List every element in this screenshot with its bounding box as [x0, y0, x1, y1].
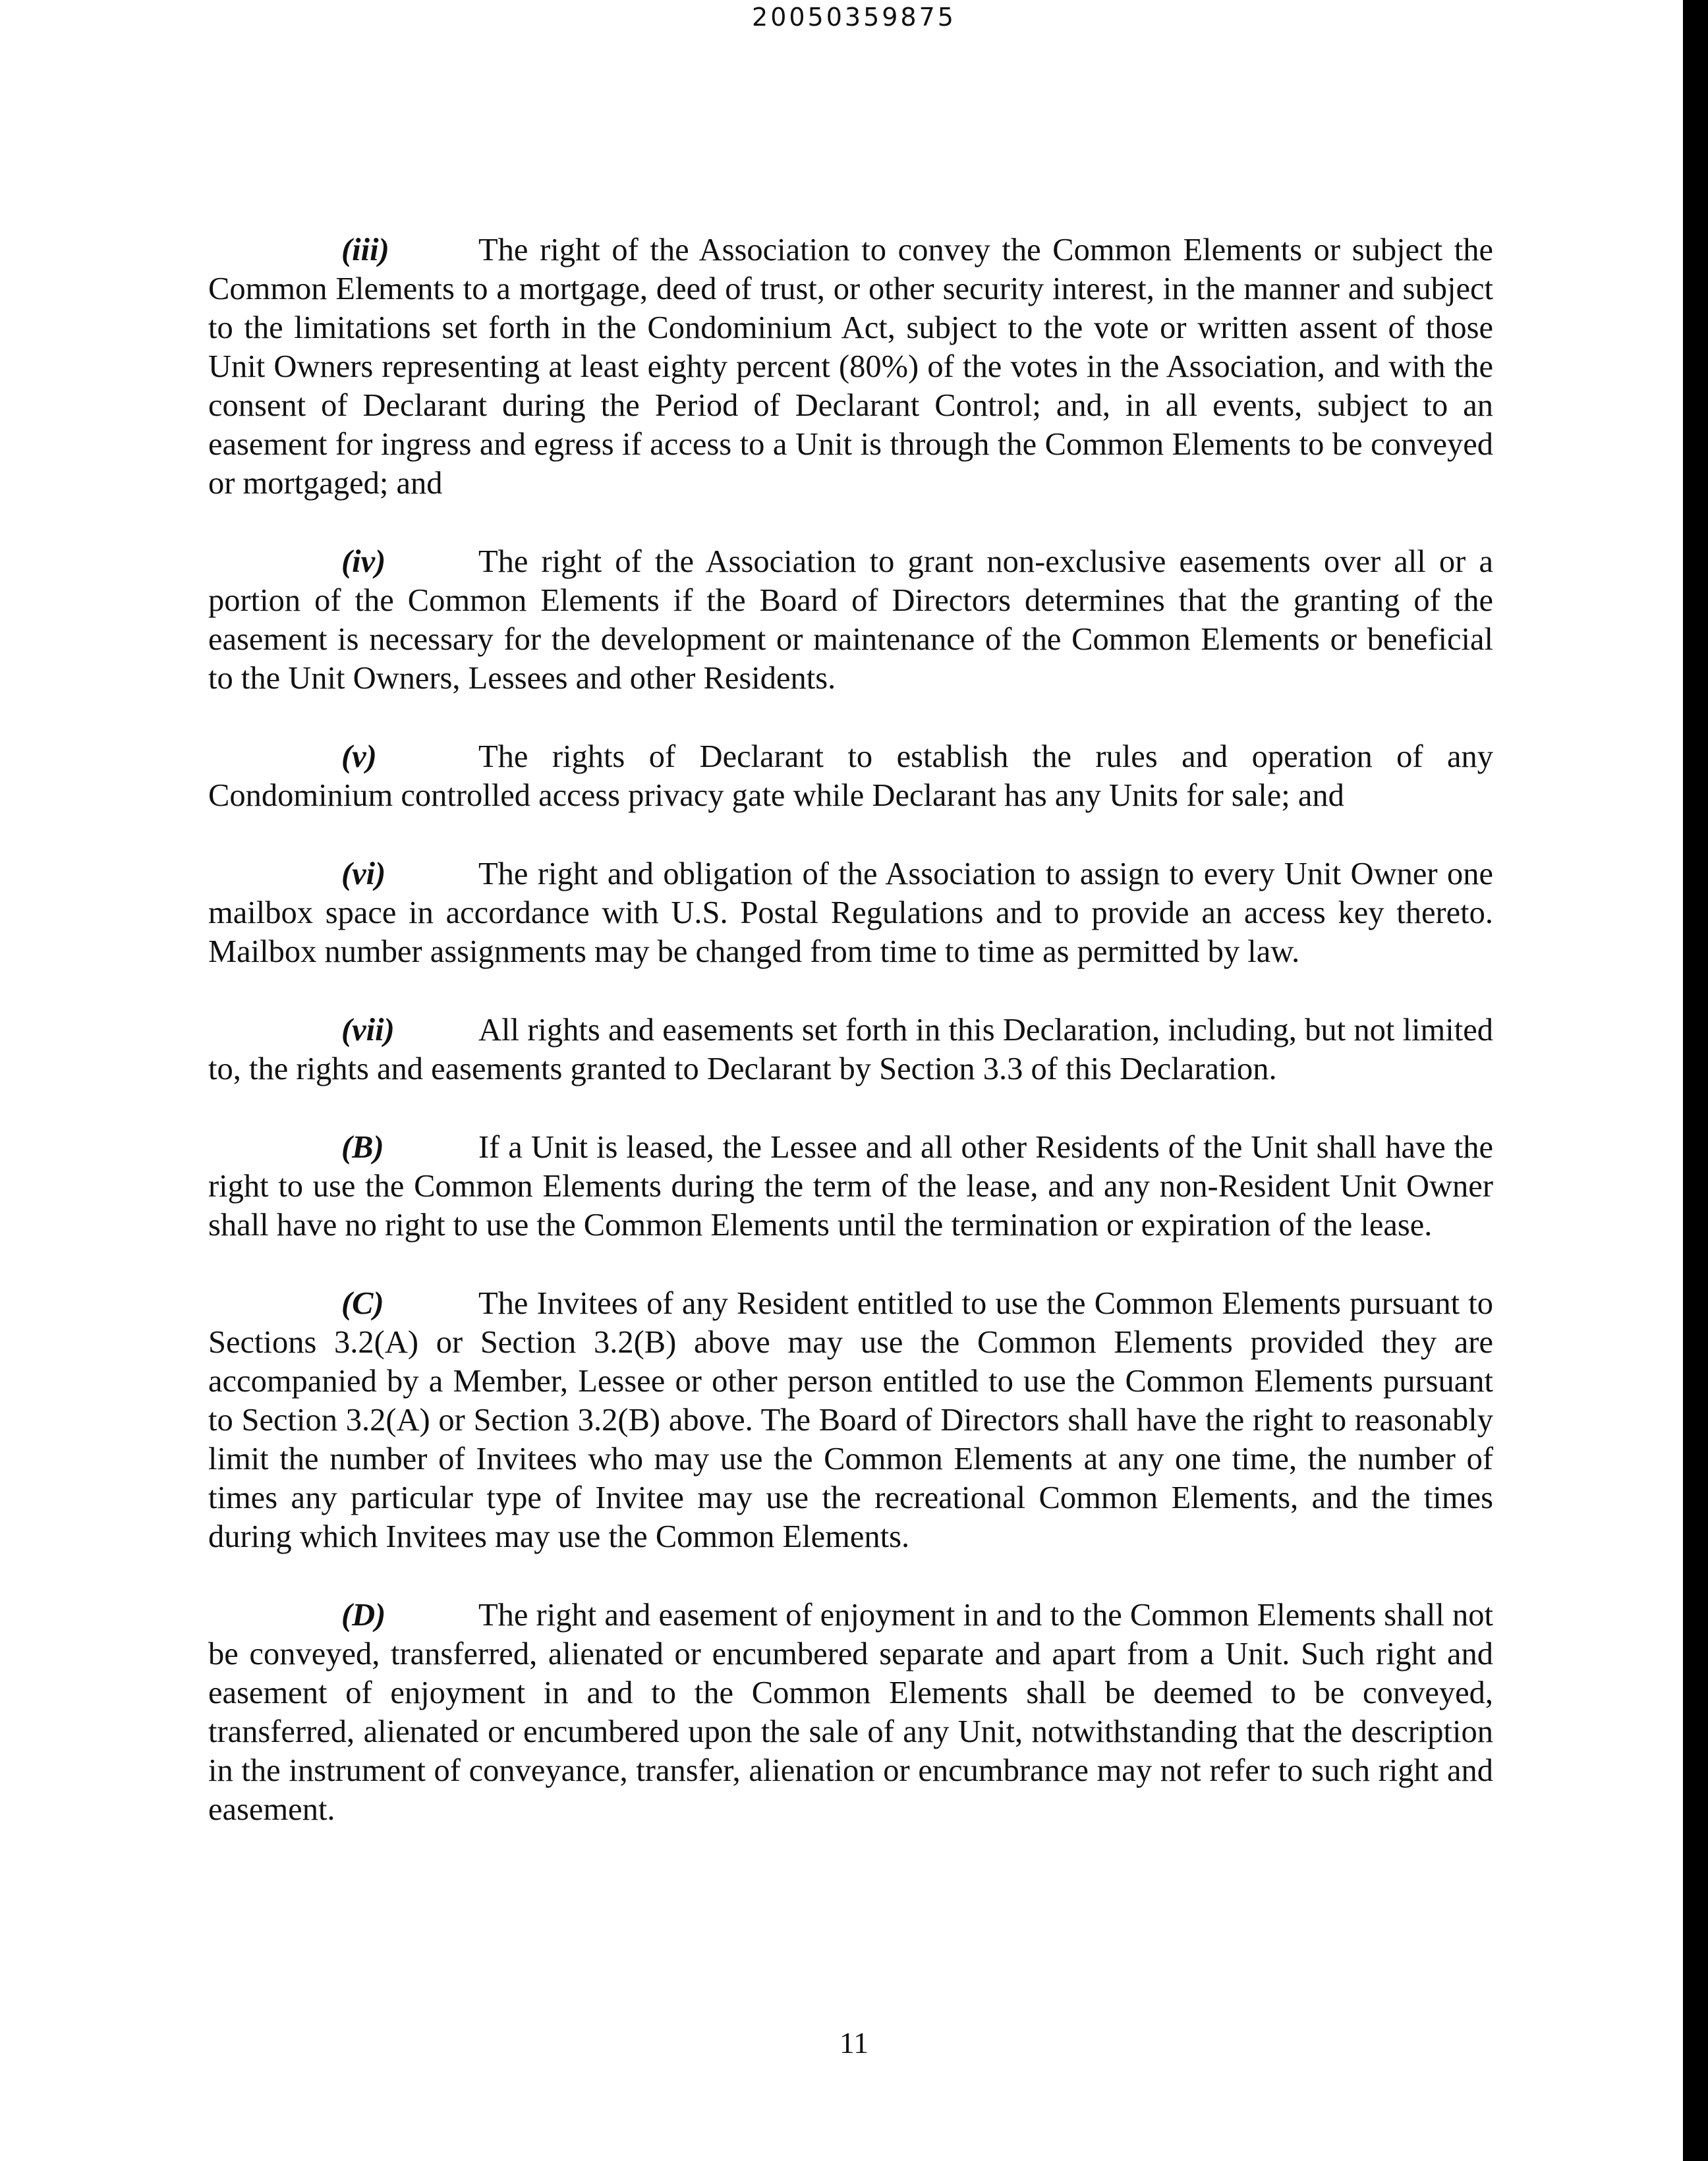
document-id: 20050359875 — [752, 3, 956, 32]
paragraph-marker: (v) — [341, 739, 377, 774]
paragraph-iii — [208, 231, 1493, 503]
paragraph-text: The right of the Association to grant non-exclusive easements over all or a portion of the Common Elements if the Board of Directors determines that the granting of the easement is necessary for the development or maintenance of the Common Elements or beneficial to the Unit Owners, Lessees and other Residents. — [208, 544, 1493, 696]
paragraph-marker: (vii) — [341, 1013, 395, 1048]
paragraph-text: The right of the Association to convey the Common Elements or subject the Common Elements to a mortgage, deed of trust, or other security interest, in the manner and subject to the limitations set forth in the Condominium Act, subject to the vote or written assent of those Unit Owners representing at least eighty percent (80%) of the votes in the Association, and with the consent of Declarant during the Period of Declarant Control; and, in all events, subject to an easement for ingress and egress if access to a Unit is through the Common Elements to be conveyed or mortgaged; and — [208, 233, 1493, 501]
paragraph-marker: (B) — [341, 1130, 384, 1165]
paragraph-text: All rights and easements set forth in this Declaration, including, but not limited to, the rights and easements granted to Declarant by Section 3.3 of this Declaration. — [208, 1013, 1493, 1086]
paragraph-text: The Invitees of any Resident entitled to use the Common Elements pursuant to Sections 3.2(A) or Section 3.2(B) above may use the Common Elements provided they are accompanied by a Member, Lessee or other person entitled to use the Common Elements pursuant to Section 3.2(A) or Section 3.2(B) above. The Board of Directors shall have the right to reasonably limit the number of Invitees who may use the Common Elements at any one time, the number of times any particular type of Invitee may use the recreational Common Elements, and the times during which Invitees may use the Common Elements. — [208, 1286, 1493, 1554]
paragraph-vii — [208, 1011, 1493, 1088]
paragraph-marker: (iii) — [341, 233, 389, 267]
scan-edge — [1683, 0, 1708, 2161]
page-number: 11 — [839, 2026, 869, 2060]
paragraph-marker: (D) — [341, 1598, 386, 1633]
paragraph-d — [208, 1596, 1493, 1829]
paragraph-iv — [208, 542, 1493, 698]
paragraph-text: The right and easement of enjoyment in and to the Common Elements shall not be conveyed, transferred, alienated or encumbered separate and apart from a Unit. Such right and easement of enjoyment in and to the Common Elements shall be deemed to be conveyed, transferred, alienated or encumbered upon the sale of any Unit, notwithstanding that the description in the instrument of conveyance, transfer, alienation or encumbrance may not refer to such right and easement. — [208, 1598, 1493, 1827]
paragraph-marker: (C) — [341, 1286, 384, 1321]
paragraph-marker: (vi) — [341, 856, 386, 891]
paragraph-c — [208, 1284, 1493, 1556]
page-body — [208, 231, 1493, 1868]
paragraph-v — [208, 737, 1493, 815]
paragraph-marker: (iv) — [341, 544, 386, 579]
paragraph-b — [208, 1128, 1493, 1245]
paragraph-text: The rights of Declarant to establish the rules and operation of any Condominium controlled access privacy gate while Declarant has any Units for sale; and — [208, 739, 1493, 813]
paragraph-vi — [208, 855, 1493, 971]
paragraph-text: The right and obligation of the Association to assign to every Unit Owner one mailbox space in accordance with U.S. Postal Regulations and to provide an access key thereto. Mailbox number assignments may be changed from time to time as permitted by law. — [208, 856, 1493, 969]
paragraph-text: If a Unit is leased, the Lessee and all other Residents of the Unit shall have the right to use the Common Elements during the term of the lease, and any non-Resident Unit Owner shall have no right to use the Common Elements until the termination or expiration of the lease. — [208, 1130, 1493, 1243]
